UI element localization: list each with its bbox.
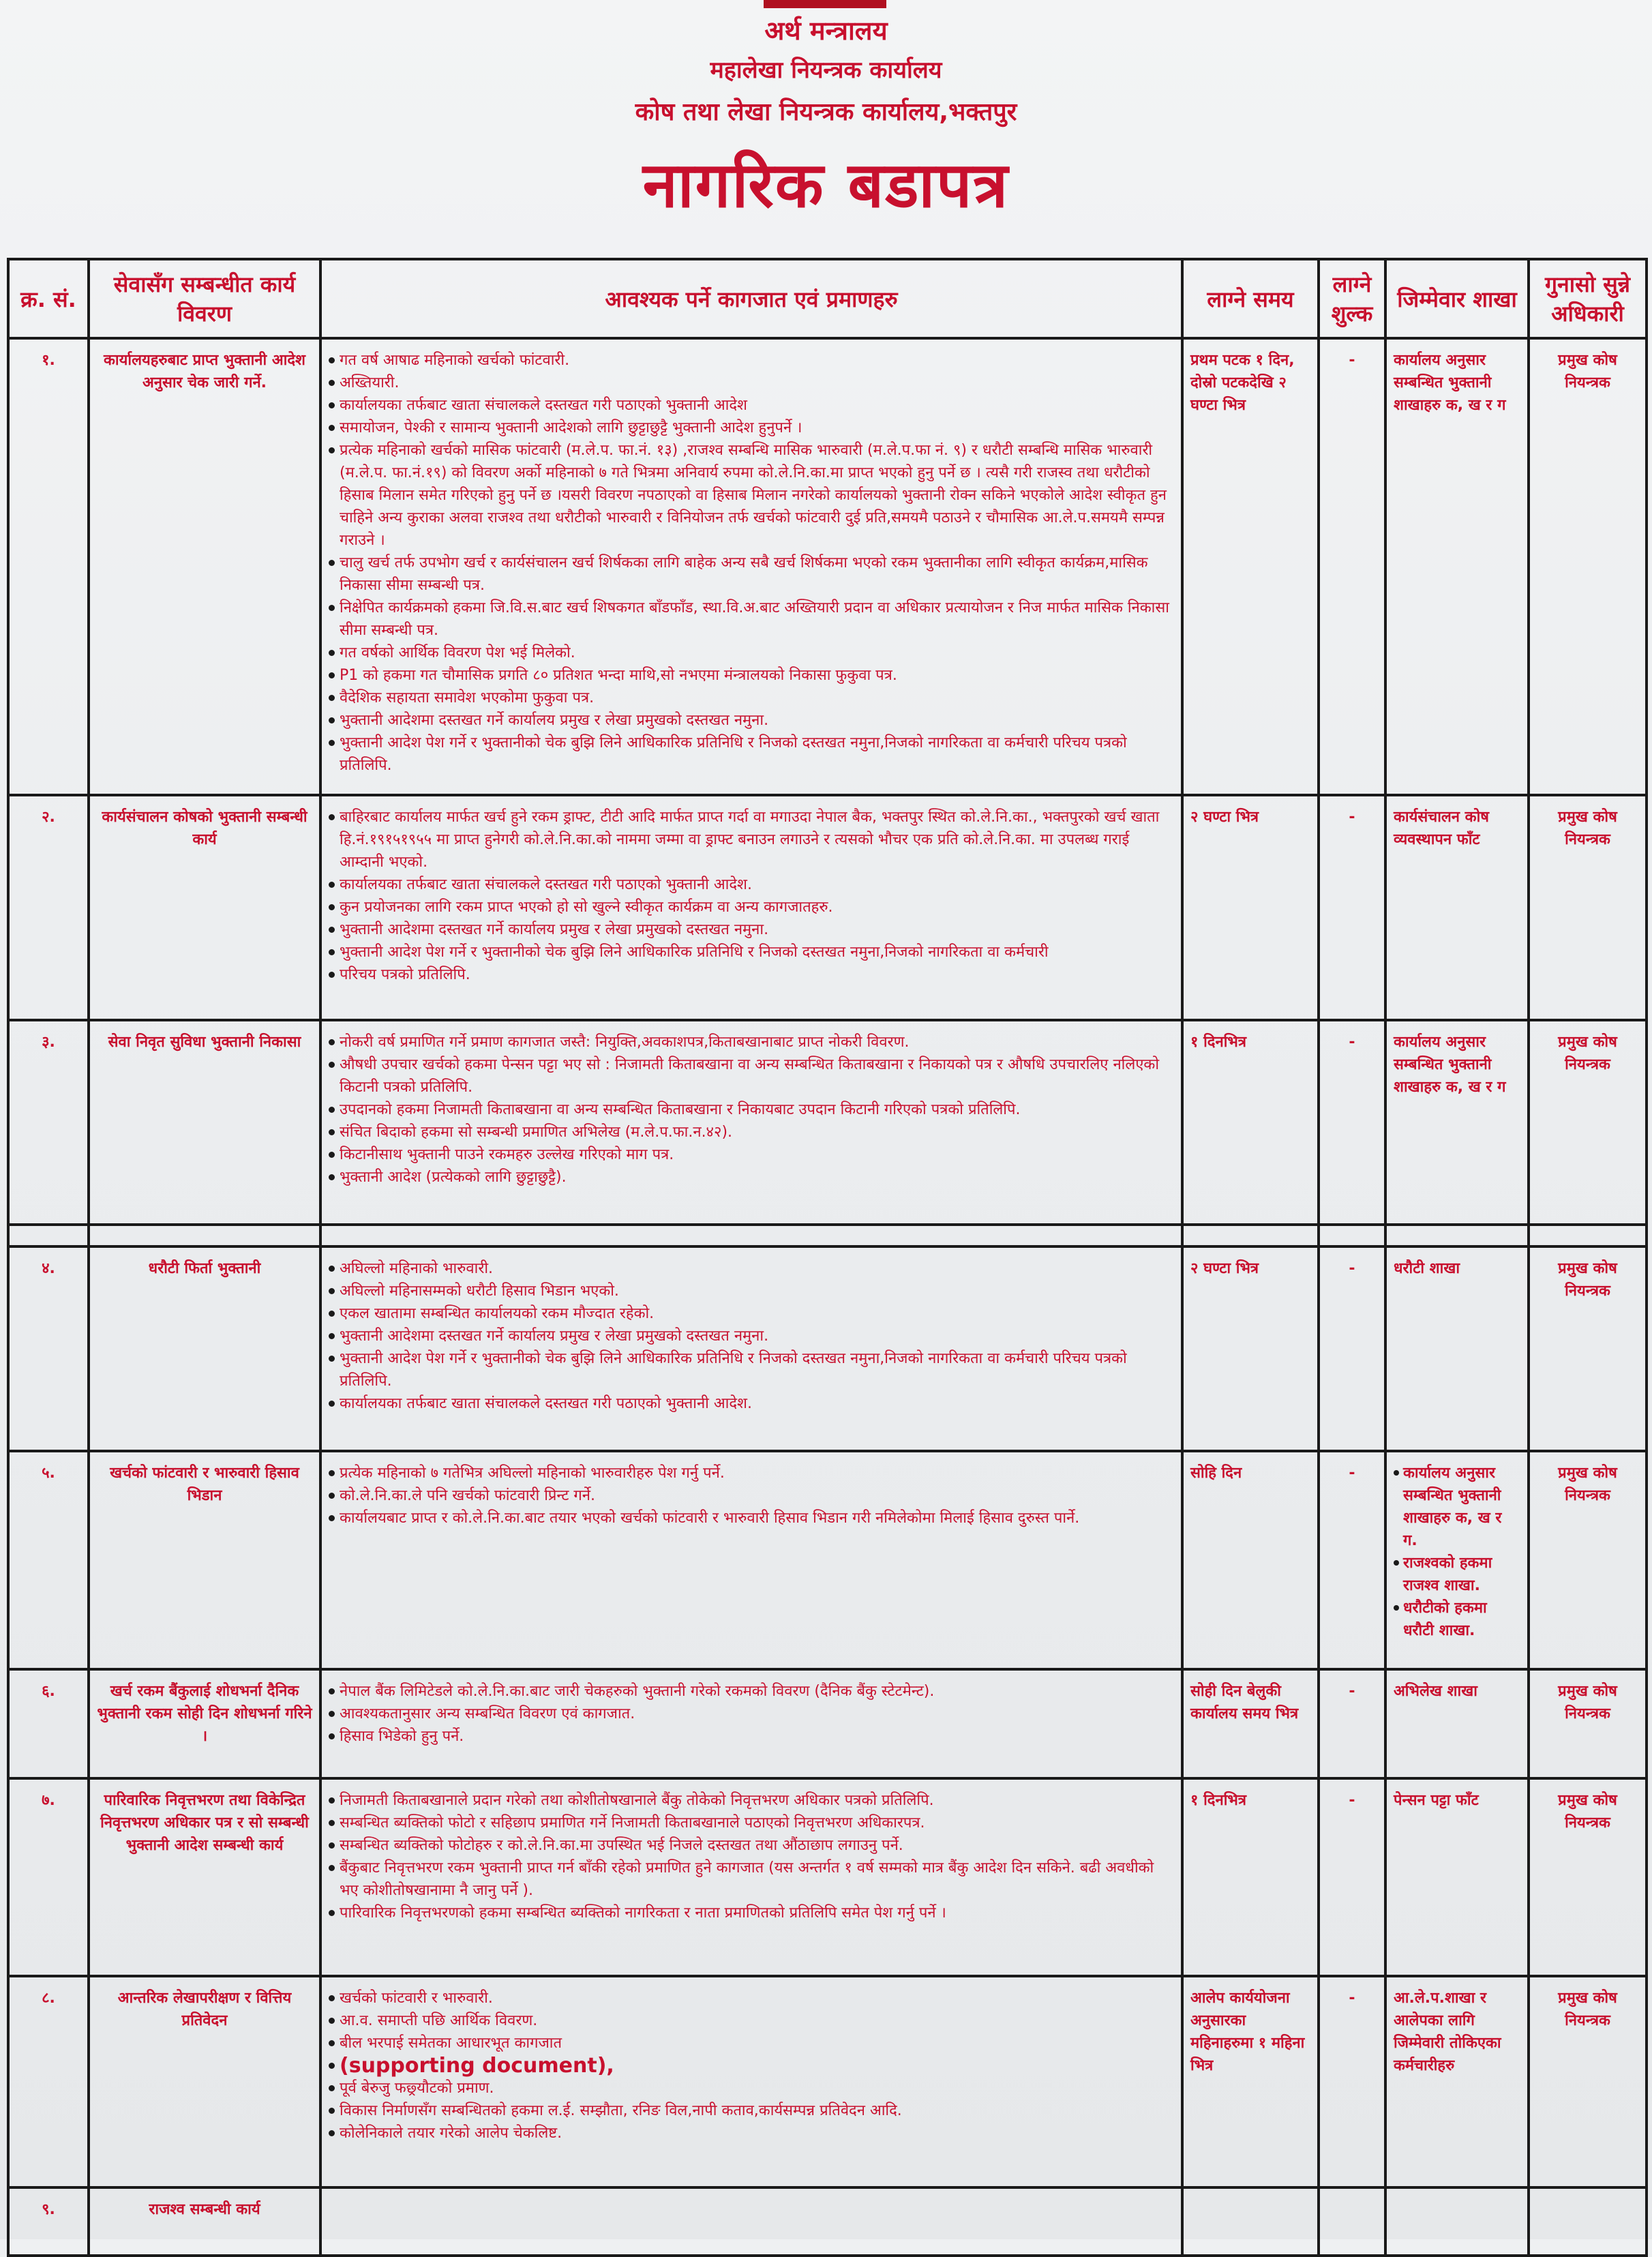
row-time-required: सोही दिन बेलुकी कार्यालय समय भित्र <box>1182 1669 1319 1778</box>
row-serial-number: ६. <box>8 1669 89 1778</box>
document-list <box>329 1680 1174 1748</box>
top-edge-mark <box>764 0 886 8</box>
sub-office-name: कोष तथा लेखा नियन्त्रक कार्यालय,भक्तपुर <box>635 98 1017 126</box>
row-required-documents <box>320 1976 1182 2187</box>
row-serial-number: ७. <box>8 1778 89 1976</box>
document-item: कार्यालयका तर्फबाट खाता संचालकले दस्तखत गरी पठाएको भुक्तानी आदेश. <box>329 1392 1174 1415</box>
document-item: भुक्तानी आदेशमा दस्तखत गर्ने कार्यालय प्रमुख र लेखा प्रमुखको दस्तखत नमुना. <box>329 1325 1174 1347</box>
row-required-documents <box>320 1778 1182 1976</box>
row-fee: - <box>1319 1778 1385 1976</box>
spacer-row <box>8 1225 1647 1246</box>
branch-text: कार्यालय अनुसार सम्बन्धित भुक्तानी शाखाहरु क, ख र ग <box>1394 352 1506 414</box>
row-service-description: कार्यसंचालन कोषको भुक्तानी सम्बन्धी कार्य <box>89 795 320 1020</box>
row-grievance-officer: प्रमुख कोष नियन्त्रक <box>1529 1246 1647 1451</box>
row-time-required: सोहि दिन <box>1182 1451 1319 1669</box>
document-item: वैदेशिक सहायता समावेश भएकोमा फुकुवा पत्र. <box>329 687 1174 709</box>
row-required-documents <box>320 1451 1182 1669</box>
document-item: समायोजन, पेश्की र सामान्य भुक्तानी आदेशको लागि छुट्टाछुट्टै भुक्तानी आदेश हुनुपर्ने । <box>329 417 1174 439</box>
row-grievance-officer: प्रमुख कोष नियन्त्रक <box>1529 1778 1647 1976</box>
table-row <box>8 1246 1647 1451</box>
document-list <box>329 349 1174 777</box>
document-item: औषधी उपचार खर्चको हकमा पेन्सन पट्टा भए सो : निजामती किताबखाना वा अन्य सम्बन्धित किताबखाना र निकायको पत्र र औषधि उपचारलिए नलिएको किटानी पत्रको प्रतिलिपि. <box>329 1053 1174 1098</box>
branch-text: अभिलेख शाखा <box>1394 1683 1477 1700</box>
row-required-documents <box>320 1246 1182 1451</box>
document-item: भुक्तानी आदेशमा दस्तखत गर्ने कार्यालय प्रमुख र लेखा प्रमुखको दस्तखत नमुना. <box>329 709 1174 732</box>
document-item: पारिवारिक निवृत्तभरणको हकमा सम्बन्धित ब्यक्तिको नागरिकता र नाता प्रमाणितको प्रतिलिपि समेत पेश गर्नु पर्ने । <box>329 1902 1174 1924</box>
document-item: बाहिरबाट कार्यालय मार्फत खर्च हुने रकम ड्राफ्ट, टीटी आदि मार्फत प्राप्त गर्दा वा मगाउदा नेपाल बैक, भक्तपुर स्थित को.ले.नि.का., भक्तपुरको खर्च खाता हि.नं.१९१५१९५५ मा प्राप्त हुनेगरी को.ले.नि.का.को नाममा जम्मा वा ड्राफ्ट बनाउन लगाउने र त्यसको भौचर एक प्रति को.ले.नि.का. मा उपलब्ध गराई आम्दानी भएको. <box>329 806 1174 873</box>
spacer-cell <box>320 1225 1182 1246</box>
document-item: कार्यालयका तर्फबाट खाता संचालकले दस्तखत गरी पठाएको भुक्तानी आदेश. <box>329 873 1174 896</box>
document-item: खर्चको फांटवारी र भारुवारी. <box>329 1987 1174 2009</box>
row-grievance-officer: प्रमुख कोष नियन्त्रक <box>1529 1669 1647 1778</box>
document-item: चालु खर्च तर्फ उपभोग खर्च र कार्यसंचालन खर्च शिर्षकका लागि बाहेक अन्य सबै खर्च शिर्षकमा भएको रकम भुक्तानीका लागि स्वीकृत कार्यक्रम,मासिक निकासा सीमा सम्बन्धी पत्र. <box>329 552 1174 597</box>
document-item: कार्यालयबाट प्राप्त र को.ले.नि.का.बाट तयार भएको खर्चको फांटवारी र भारुवारी हिसाव भिडान गरी नमिलेकोमा मिलाई हिसाव दुरुस्त पार्ने. <box>329 1507 1174 1529</box>
row-serial-number: ८. <box>8 1976 89 2187</box>
document-item: हिसाव भिडेको हुनु पर्ने. <box>329 1725 1174 1748</box>
document-item: आवश्यकतानुसार अन्य सम्बन्धित विवरण एवं कागजात. <box>329 1703 1174 1725</box>
spacer-cell <box>1385 1225 1529 1246</box>
col-header-desc: सेवासँग सम्बन्धीत कार्य विवरण <box>89 259 320 338</box>
row-fee: - <box>1319 338 1385 795</box>
table-row <box>8 1778 1647 1976</box>
col-header-officer: गुनासो सुन्ने अधिकारी <box>1529 259 1647 338</box>
row-responsible-branch <box>1385 795 1529 1020</box>
row-fee: - <box>1319 1976 1385 2187</box>
row-serial-number: ५. <box>8 1451 89 1669</box>
row-serial-number: ३. <box>8 1020 89 1225</box>
row-fee: - <box>1319 1020 1385 1225</box>
row-grievance-officer: प्रमुख कोष नियन्त्रक <box>1529 1020 1647 1225</box>
document-item: नेपाल बैंक लिमिटेडले को.ले.नि.का.बाट जारी चेकहरुको भुक्तानी गरेको रकमको विवरण (दैनिक बैंकु स्टेटमेन्ट). <box>329 1680 1174 1703</box>
table-row <box>8 1451 1647 1669</box>
row-time-required: १ दिनभित्र <box>1182 1778 1319 1976</box>
branch-text: धरौटी शाखा <box>1394 1260 1460 1277</box>
row-serial-number: २. <box>8 795 89 1020</box>
row-service-description: सेवा निवृत सुविधा भुक्तानी निकासा <box>89 1020 320 1225</box>
row-time-required: प्रथम पटक १ दिन, दोस्रो पटकदेखि २ घण्टा भित्र <box>1182 338 1319 795</box>
row-service-description: धरौटी फिर्ता भुक्तानी <box>89 1246 320 1451</box>
document-item: कोलेनिकाले तयार गरेको आलेप चेकलिष्ट. <box>329 2122 1174 2144</box>
branch-list <box>1394 1462 1520 1642</box>
row-fee: - <box>1319 795 1385 1020</box>
row-responsible-branch <box>1385 1669 1529 1778</box>
document-list <box>329 1257 1174 1415</box>
row-fee <box>1319 2187 1385 2256</box>
document-item: पूर्व बेरुजु फछ्र्यौटको प्रमाण. <box>329 2077 1174 2099</box>
document-item: गत वर्ष आषाढ महिनाको खर्चको फांटवारी. <box>329 349 1174 372</box>
row-grievance-officer: प्रमुख कोष नियन्त्रक <box>1529 1976 1647 2187</box>
document-item: अघिल्लो महिनाको भारुवारी. <box>329 1257 1174 1280</box>
col-header-sn: क्र. सं. <box>8 259 89 338</box>
spacer-cell <box>1182 1225 1319 1246</box>
row-time-required <box>1182 2187 1319 2256</box>
table-row <box>8 1020 1647 1225</box>
table-row <box>8 795 1647 1020</box>
row-time-required: २ घण्टा भित्र <box>1182 1246 1319 1451</box>
charter-body <box>8 338 1647 2256</box>
row-serial-number: १. <box>8 338 89 795</box>
row-responsible-branch <box>1385 338 1529 795</box>
branch-item: राजश्वको हकमा राजश्व शाखा. <box>1394 1552 1520 1597</box>
row-responsible-branch <box>1385 1020 1529 1225</box>
document-item: सम्बन्धित ब्यक्तिको फोटो र सहिछाप प्रमाणित गर्ने निजामती किताबखानाले पठाएको निवृत्तभरण अधिकारपत्र. <box>329 1812 1174 1834</box>
document-item: परिचय पत्रको प्रतिलिपि. <box>329 963 1174 986</box>
document-item: अघिल्लो महिनासम्मको धरौटी हिसाव भिडान भएको. <box>329 1280 1174 1302</box>
spacer-cell <box>1319 1225 1385 1246</box>
row-responsible-branch <box>1385 1451 1529 1669</box>
document-item: भुक्तानी आदेश पेश गर्ने र भुक्तानीको चेक बुझि लिने आधिकारिक प्रतिनिधि र निजको दस्तखत नमुना,निजको नागरिकता वा कर्मचारी परिचय पत्रको प्रतिलिपि. <box>329 732 1174 777</box>
row-grievance-officer <box>1529 2187 1647 2256</box>
row-grievance-officer: प्रमुख कोष नियन्त्रक <box>1529 338 1647 795</box>
row-service-description: आन्तरिक लेखापरीक्षण र वित्तिय प्रतिवेदन <box>89 1976 320 2187</box>
document-item: किटानीसाथ भुक्तानी पाउने रकमहरु उल्लेख गरिएको माग पत्र. <box>329 1144 1174 1166</box>
row-serial-number: ९. <box>8 2187 89 2256</box>
document-item: बैंकुबाट निवृत्तभरण रकम भुक्तानी प्राप्त गर्न बाँकी रहेको प्रमाणित हुने कागजात (यस अन्तर्गत १ वर्ष सम्मको मात्र बैंकु आदेश दिन सकिने. बढी अवधीको भए कोशीतोषखानामा नै जानु पर्ने ). <box>329 1857 1174 1902</box>
row-required-documents <box>320 338 1182 795</box>
document-item: भुक्तानी आदेशमा दस्तखत गर्ने कार्यालय प्रमुख र लेखा प्रमुखको दस्तखत नमुना. <box>329 918 1174 941</box>
row-serial-number: ४. <box>8 1246 89 1451</box>
branch-text: आ.ले.प.शाखा र आलेपका लागि जिम्मेवारी तोकिएका कर्मचारीहरु <box>1394 1990 1501 2074</box>
document-item: संचित बिदाको हकमा सो सम्बन्धी प्रमाणित अभिलेख (म.ले.प.फा.न.४२). <box>329 1121 1174 1144</box>
row-time-required: १ दिनभित्र <box>1182 1020 1319 1225</box>
row-required-documents <box>320 2187 1182 2256</box>
document-item: को.ले.नि.का.ले पनि खर्चको फांटवारी प्रिन्ट गर्ने. <box>329 1484 1174 1507</box>
row-time-required: आलेप कार्ययोजना अनुसारका महिनाहरुमा १ महिना भित्र <box>1182 1976 1319 2187</box>
col-header-time: लाग्ने समय <box>1182 259 1319 338</box>
branch-item: धरौटीको हकमा धरौटी शाखा. <box>1394 1597 1520 1642</box>
row-fee: - <box>1319 1669 1385 1778</box>
spacer-cell <box>1529 1225 1647 1246</box>
row-grievance-officer: प्रमुख कोष नियन्त्रक <box>1529 1451 1647 1669</box>
row-service-description: खर्च रकम बैंकुलाई शोधभर्ना दैनिक भुक्तानी रकम सोही दिन शोधभर्ना गरिने । <box>89 1669 320 1778</box>
branch-text: कार्यालय अनुसार सम्बन्धित भुक्तानी शाखाहरु क, ख र ग <box>1394 1034 1506 1096</box>
document-item: कार्यालयका तर्फबाट खाता संचालकले दस्तखत गरी पठाएको भुक्तानी आदेश <box>329 394 1174 417</box>
col-header-fee: लाग्ने शुल्क <box>1319 259 1385 338</box>
document-item: निक्षेपित कार्यक्रमको हकमा जि.वि.स.बाट खर्च शिषकगत बाँडफाँड, स्था.वि.अ.बाट अख्तियारी प्रदान वा अधिकार प्रत्यायोजन र निज मार्फत मासिक निकासा सीमा सम्बन्धी पत्र. <box>329 597 1174 642</box>
document-item: नोकरी वर्ष प्रमाणित गर्ने प्रमाण कागजात जस्तै: नियुक्ति,अवकाशपत्र,किताबखानाबाट प्राप्त नोकरी विवरण. <box>329 1031 1174 1053</box>
row-required-documents <box>320 1669 1182 1778</box>
document-item: एकल खातामा सम्बन्धित कार्यालयको रकम मौज्दात रहेको. <box>329 1302 1174 1325</box>
document-item: प्रत्येक महिनाको खर्चको मासिक फांटवारी (म.ले.प. फा.नं. १३) ,राजश्व सम्बन्धि मासिक भारुवारी (म.ले.प.फा नं. ९) र धरौटी सम्बन्धि मासिक भारुवारी (म.ले.प. फा.नं.१९) को विवरण अर्को महिनाको ७ गते भित्रमा अनिवार्य रुपमा को.ले.नि.का.मा प्राप्त भएको हुनु पर्ने छ । त्यसै गरी राजस्व तथा धरौटीको हिसाब मिलान समेत गरिएको हुनु पर्ने छ ।यसरी विवरण नपठाएको वा हिसाब मिलान नगरेको कार्यालयको भुक्तानी रोक्न सकिने भएकोले आदेश स्वीकृत हुन चाहिने अन्य कुराका अलवा राजश्व तथा धरौटीको भारुवारी र विनियोजन तर्फ खर्चको फांटवारी दुई प्रति,समयमै पठाउने र चौमासिक आ.ले.प.समयमै सम्पन्न गराउने । <box>329 439 1174 552</box>
document-item: गत वर्षको आर्थिक विवरण पेश भई मिलेको. <box>329 642 1174 664</box>
document-list <box>329 1789 1174 1924</box>
document-item: P1 को हकमा गत चौमासिक प्रगति ८० प्रतिशत भन्दा माथि,सो नभएमा मंन्त्रालयको निकासा फुकुवा पत्र. <box>329 664 1174 687</box>
document-item: भुक्तानी आदेश पेश गर्ने र भुक्तानीको चेक बुझि लिने आधिकारिक प्रतिनिधि र निजको दस्तखत नमुना,निजको नागरिकता वा कर्मचारी <box>329 941 1174 963</box>
row-service-description: खर्चको फांटवारी र भारुवारी हिसाव भिडान <box>89 1451 320 1669</box>
row-service-description: कार्यालयहरुबाट प्राप्त भुक्तानी आदेश अनुसार चेक जारी गर्ने. <box>89 338 320 795</box>
document-item: कुन प्रयोजनका लागि रकम प्राप्त भएको हो सो खुल्ने स्वीकृत कार्यक्रम वा अन्य कागजातहरु. <box>329 896 1174 918</box>
col-header-docs: आवश्यक पर्ने कागजात एवं प्रमाणहरु <box>320 259 1182 338</box>
row-time-required: २ घण्टा भित्र <box>1182 795 1319 1020</box>
table-row <box>8 2187 1647 2256</box>
document-item: भुक्तानी आदेश (प्रत्येकको लागि छुट्टाछुट्टै). <box>329 1166 1174 1189</box>
ministry-name: अर्थ मन्त्रालय <box>764 16 888 46</box>
table-row <box>8 1976 1647 2187</box>
row-grievance-officer: प्रमुख कोष नियन्त्रक <box>1529 795 1647 1020</box>
spacer-cell <box>89 1225 320 1246</box>
col-header-branch: जिम्मेवार शाखा <box>1385 259 1529 338</box>
office-name: महालेखा नियन्त्रक कार्यालय <box>710 57 942 84</box>
branch-item: कार्यालय अनुसार सम्बन्धित भुक्तानी शाखाहरु क, ख र ग. <box>1394 1462 1520 1552</box>
document-list <box>329 1462 1174 1529</box>
table-header-row <box>8 259 1647 338</box>
row-service-description: पारिवारिक निवृत्तभरण तथा विकेन्द्रित निवृत्तभरण अधिकार पत्र र सो सम्बन्धी भुक्तानी आदेश सम्बन्धी कार्य <box>89 1778 320 1976</box>
document-item: भुक्तानी आदेश पेश गर्ने र भुक्तानीको चेक बुझि लिने आधिकारिक प्रतिनिधि र निजको दस्तखत नमुना,निजको नागरिकता वा कर्मचारी परिचय पत्रको प्रतिलिपि. <box>329 1347 1174 1392</box>
row-responsible-branch <box>1385 1976 1529 2187</box>
document-item: अख्तियारी. <box>329 372 1174 394</box>
row-responsible-branch <box>1385 1246 1529 1451</box>
document-item: (supporting document), <box>329 2054 1174 2077</box>
row-required-documents <box>320 795 1182 1020</box>
document-item: प्रत्येक महिनाको ७ गतेभित्र अघिल्लो महिनाको भारुवारीहरु पेश गर्नु पर्ने. <box>329 1462 1174 1484</box>
table-row <box>8 1669 1647 1778</box>
document-item: विकास निर्माणसँग सम्बन्धितको हकमा ल.ई. सम्झौता, रनिङ विल,नापी कताव,कार्यसम्पन्न प्रतिवेदन आदि. <box>329 2099 1174 2122</box>
document-item: आ.व. समाप्ती पछि आर्थिक विवरण. <box>329 2009 1174 2032</box>
document-list <box>329 806 1174 986</box>
row-fee: - <box>1319 1451 1385 1669</box>
branch-text: कार्यसंचालन कोष व्यवस्थापन फाँट <box>1394 809 1489 848</box>
document-list <box>329 1987 1174 2144</box>
row-responsible-branch <box>1385 2187 1529 2256</box>
charter-title: नागरिक बडापत्र <box>642 149 1010 222</box>
document-item: उपदानको हकमा निजामती किताबखाना वा अन्य सम्बन्धित किताबखाना र निकायबाट उपदान किटानी गरिएको पत्रको प्रतिलिपि. <box>329 1098 1174 1121</box>
row-fee: - <box>1319 1246 1385 1451</box>
charter-table <box>7 258 1648 2257</box>
document-list <box>329 1031 1174 1189</box>
row-service-description: राजश्व सम्बन्धी कार्य <box>89 2187 320 2256</box>
document-item: सम्बन्धित ब्यक्तिको फोटोहरु र को.ले.नि.का.मा उपस्थित भई निजले दस्तखत तथा औंठाछाप लगाउनु पर्ने. <box>329 1834 1174 1857</box>
row-required-documents <box>320 1020 1182 1225</box>
branch-text: पेन्सन पट्टा फाँट <box>1394 1792 1479 1809</box>
spacer-cell <box>8 1225 89 1246</box>
document-item: निजामती किताबखानाले प्रदान गरेको तथा कोशीतोषखानाले बैंकु तोकेको निवृत्तभरण अधिकार पत्रको प्रतिलिपि. <box>329 1789 1174 1812</box>
row-responsible-branch <box>1385 1778 1529 1976</box>
document-item: बील भरपाई समेतका आधारभूत कागजात <box>329 2032 1174 2054</box>
table-row <box>8 338 1647 795</box>
